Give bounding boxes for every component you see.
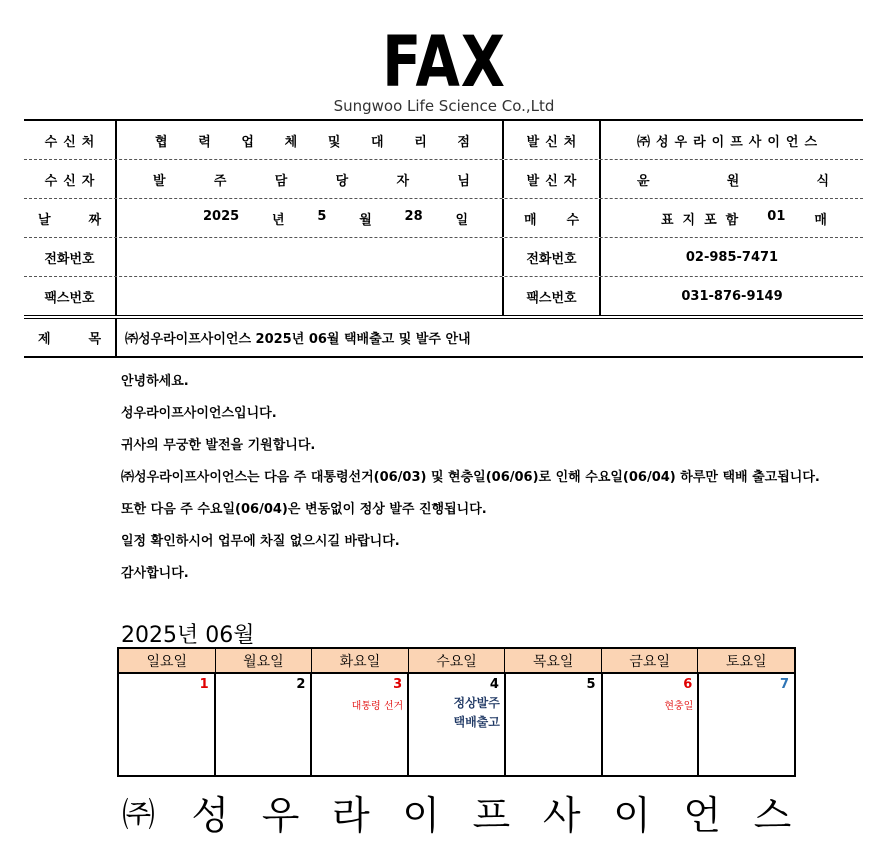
calendar-title: 2025년 06월 [121,623,255,648]
calendar-day-cell [506,674,603,775]
day-number: 1 [199,677,209,692]
info-row-fax [24,277,863,316]
recipient-person-label [24,160,117,198]
weekday-header: 목요일 [505,649,602,672]
date-year: 2025 [203,208,240,224]
info-row-person [24,160,863,199]
sender-person-label [504,160,601,198]
weekday-header: 일요일 [119,649,216,672]
day-number: 3 [393,677,403,692]
distributed-char: 발 [153,173,166,189]
calendar-week-row [119,674,794,775]
day-number: 2 [296,677,306,692]
sender-person-value-text [601,170,863,189]
pages-unit: 매 [814,212,827,228]
calendar-day-cell [699,674,794,775]
pages-label-text: 매수 [523,212,610,228]
distributed-char: 라 [331,794,370,839]
info-row-date [24,199,863,238]
sender-company-label-text: 발신처 [526,134,583,150]
message-body [121,371,820,595]
sender-company-value [601,121,863,159]
message-line: 성우라이프사이언스입니다. [121,406,277,421]
distributed-char: 담 [274,173,288,189]
subject-label-text: 제목 [37,332,140,347]
calendar-day-cell [119,674,216,775]
message-line: 감사합니다. [121,566,189,581]
day-number: 5 [586,677,596,692]
date-label-text: 날짜 [37,212,140,228]
fax-label-right: 팩스번호 [504,277,601,315]
pages-count: 01 [767,208,786,224]
weekday-header: 토요일 [725,653,767,670]
memorial-day-note: 현충일 [664,701,694,712]
distributed-char: 력 [198,134,211,150]
distributed-char: 협 [155,134,168,150]
distributed-char: 당 [335,173,349,189]
info-row-subject [24,318,863,356]
company-english-name: Sungwoo Life Science Co.,Ltd [333,97,555,115]
distributed-char: 리 [414,134,427,150]
distributed-char: 식 [816,173,829,189]
sender-company-label [504,121,601,159]
day-number: 6 [683,677,693,692]
subject-label [24,319,140,356]
distributed-char: 프 [472,794,511,839]
calendar-day-cell [216,674,313,775]
info-row-company [24,121,863,160]
distributed-char: 자 [396,173,410,189]
distributed-char: 원 [726,173,740,189]
message-line: 귀사의 무궁한 발전을 기원합니다. [121,438,316,453]
message-line: 안녕하세요. [121,374,189,389]
weekday-header: 수요일 [409,649,506,672]
footer-company-name [122,785,791,841]
calendar-day-cell [312,674,409,775]
distributed-char: 대 [371,134,384,150]
calendar-header-row [119,649,794,674]
recipient-company-value-text [117,131,502,150]
distributed-char: 이 [402,794,440,839]
date-month: 5 [317,208,327,224]
date-day-unit: 일 [455,212,468,228]
phone-label-left: 전화번호 [24,238,117,276]
message-line: 또한 다음 주 수요일(06/04)은 변동없이 정상 발주 진행됩니다. [121,502,487,517]
recipient-person-label-text: 수신자 [44,173,101,189]
recipient-person-value [117,160,504,198]
recipient-company-value [117,121,504,159]
message-line: ㈜성우라이프사이언스는 다음 주 대통령선거(06/03) 및 현충일(06/06)로 인해 수요일(06/04) 하루만 택배 출고됩니다. [121,470,820,485]
info-row-phone [24,238,863,277]
fax-title: FAX [382,21,506,103]
distributed-char: 스 [753,794,792,839]
sender-person-value [601,160,863,198]
sender-person-label-text: 발신자 [526,173,583,189]
weekday-header: 월요일 [216,649,313,672]
distributed-char: 사 [542,794,581,839]
distributed-char: 점 [457,134,470,150]
calendar-table [117,647,796,777]
distributed-char: 주 [213,173,227,189]
election-note: 대통령 선거 [351,701,404,712]
pages-prefix: 표지포함 [661,212,748,228]
phone-value-left[interactable] [117,238,504,276]
distributed-char: 체 [284,134,298,150]
date-year-unit: 년 [271,212,285,228]
distributed-char: 이 [613,794,651,839]
fax-label-left: 팩스번호 [24,277,117,315]
date-label [24,199,140,237]
pages-value [601,199,863,237]
shipping-note: 택배출고 [453,715,500,729]
sender-company-value-text: ㈜성우라이프사이언스 [637,134,824,150]
recipient-company-label [24,121,117,159]
phone-value-right: 02-985-7471 [685,249,779,265]
phone-label-right: 전화번호 [504,238,601,276]
weekday-header: 화요일 [312,649,409,672]
corporation-mark: ㈜ [122,795,155,834]
distributed-char: 우 [261,794,300,839]
subject-value: ㈜성우라이프사이언스 2025년 06월 택배출고 및 발주 안내 [125,332,471,347]
distributed-char: 성 [191,794,230,839]
date-value [117,199,504,237]
distributed-char: 님 [457,173,470,189]
recipient-company-label-text: 수신처 [44,134,101,150]
distributed-char: 언 [683,794,722,839]
pages-label [504,199,610,237]
distributed-char: 및 [327,134,341,150]
order-note: 정상발주 [453,696,500,710]
recipient-person-value-text [117,170,502,189]
calendar-day-cell [409,674,506,775]
fax-value-right: 031-876-9149 [681,288,783,304]
footer-name-text [191,785,791,841]
distributed-char: 윤 [637,173,650,189]
message-line: 일정 확인하시어 업무에 차질 없으시길 바랍니다. [121,534,400,549]
day-number: 7 [779,677,790,692]
date-day: 28 [404,208,423,224]
date-month-unit: 월 [359,212,372,228]
weekday-header: 금요일 [602,649,699,672]
distributed-char: 업 [241,134,254,150]
fax-value-left[interactable] [117,277,504,315]
calendar-day-cell [603,674,700,775]
day-number: 4 [489,677,499,692]
fax-info-table [24,119,863,358]
